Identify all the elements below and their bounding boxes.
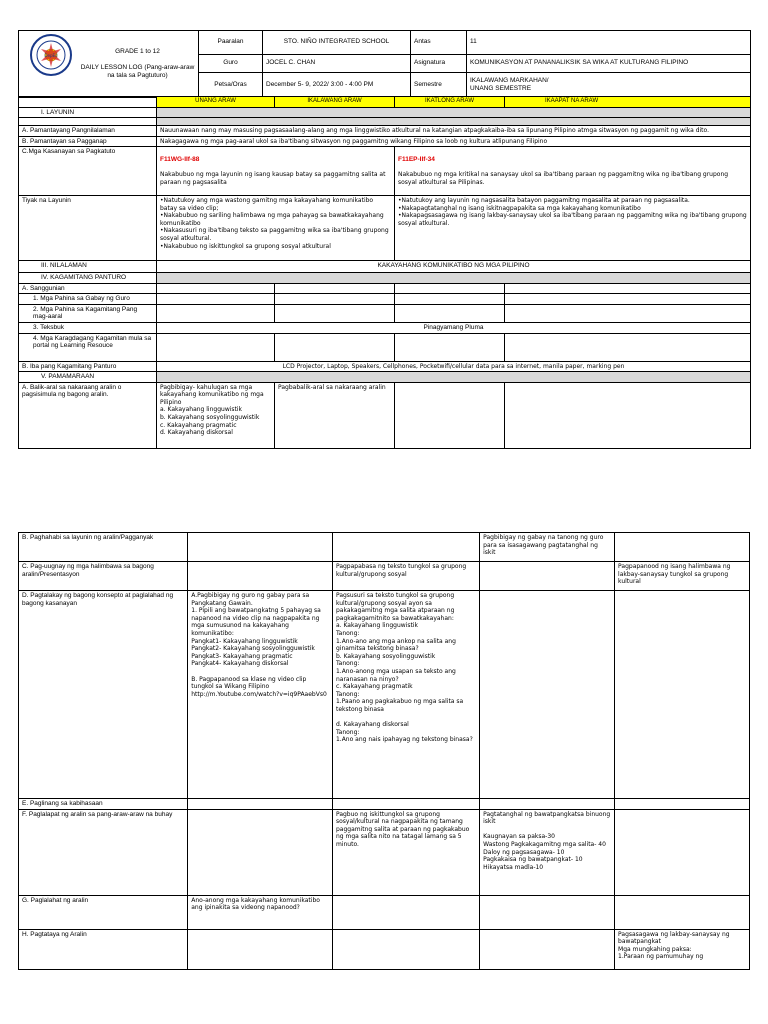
asignatura-label: Asignatura (411, 54, 467, 72)
tiyak-layunin-text-1: •Natutukoy ang mga wastong gamitng mga kakayahang komunikatibo batay sa video clip; •Nakabubuo ng sariling halimbawa ng mga pahayag sa bawatkakayahang komunikatibo •Nakasusuri ng iba'tibang teksto sa paggamitng wika sa iba'tibang grupong sosyal atkultural. •Nakabubuo ng iskittungkol sa grupong sosyal atkultural (157, 195, 395, 260)
paglinang-label: E. Paglinang sa kabihasaan (19, 799, 188, 810)
competency-code-2: F11EP-IIf-34 (398, 155, 435, 163)
day-2-header: IKALAWANG ARAW (275, 97, 395, 108)
sanggunian-label: A. Sanggunian (19, 283, 157, 294)
competency-text-2: Nakabubuo ng mga kritikal na sanaysay ukol sa iba'tibang paraan ng paggamitng wika ng iba'tibang grupong sosyal atkultural sa Pilipinas. (398, 171, 729, 186)
grade-line: GRADE 1 to 12 (115, 48, 160, 55)
semestre-value: IKALAWANG MARKAHAN/ UNANG SEMESTRE (467, 73, 751, 98)
gabay-guro-label: 1. Mga Pahina sa Gabay ng Guro (19, 294, 157, 305)
kagamitang-panturo-label: IV. KAGAMITANG PANTURO (19, 272, 157, 283)
lesson-table-2 (18, 532, 750, 970)
day-4-header: IKAAPAT NA ARAW (505, 97, 751, 108)
day-3-header: IKATLONG ARAW (395, 97, 505, 108)
paglalapat-day-3: Pagtatanghal ng bawatpangkatsa binuong iskit Kaugnayan sa paksa-30 Wastong Pagkakagamitng mga salita- 40 Daloy ng pagsasagawa- 10 Pagkakaisa ng bawatpangkat- 10 Hikayatsa madla-10 (480, 809, 615, 895)
teksbuk-label: 3. Teksbuk (19, 322, 157, 333)
iba-pang-kagamitan-label: B. Iba pang Kagamitang Panturo (19, 361, 157, 372)
tiyak-layunin-text-2: •Natutukoy ang layunin ng nagsasalita batayon paggamitng mgasalita at paraan ng pagsasalita. •Nakapagtatanghal ng isang iskitnagpapakita sa mga kakayahang komunikatibo •Nakapagsasagawa ng isang lakbay-sanaysay ukol sa iba'tibang paraan ng paggamitng wika ng iba'tibang grupong sosyal atkultural. (395, 195, 751, 260)
grade-block (19, 31, 199, 98)
teksbuk-value: Pinagyamang Pluma (157, 322, 751, 333)
antas-label: Antas (411, 31, 467, 55)
pamantayang-pangnilalaman-text: Nauunawaan nang may masusing pagsasaalang-alang ang mga linggwistiko atkultural na katangian atpagkakaiba-iba sa lipunang Pilipino atmga sitwasyon ng paggamit ng wika dito. (157, 126, 751, 137)
kasanayan-label: C.Mga Kasanayan sa Pagkatuto (19, 147, 157, 196)
lesson-table-1 (18, 96, 751, 449)
paglalapat-day-2: Pagbuo ng iskittungkol sa grupong sosyal/kultural na nagpapakita ng tamang paggamitng salita at paraan ng pagkakabuo ng mga salita nito na tatagal lamang sa 5 minuto. (332, 809, 479, 895)
pag-uugnay-day-4: Pagpapanood ng isang halimbawa ng lakbay-sanaysay tungkol sa grupong kultural (615, 562, 750, 591)
header-table (18, 30, 751, 98)
semestre-label: Semestre (411, 73, 467, 98)
petsa-value: December 5- 9, 2022/ 3:00 - 4:00 PM (263, 73, 411, 98)
balik-aral-label: A. Balik-aral sa nakaraang aralin o pagsisimula ng bagong aralin. (19, 382, 157, 448)
pagtalakay-day-1: A.Pagbibigay ng guro ng gabay para sa Pangkatang Gawain. 1. Pipili ang bawatpangkatng 5 pahayag sa napanood na video clip na nagpapakita ng mga sumusunod na kakayahang komunikatibo: Pangkat1- Kakayahang lingguwistik Pangkat2- Kakayahang sosyolingguwistik Pangkat3- Kakayahang pragmatic Pangkat4- Kakayahang diskorsal B. Pagpapanood sa klase ng video clip tungkol sa Wikang Filipino http://m.Youtube.com/watch?v=iq9PAaebVs0 (188, 591, 333, 799)
log-title: DAILY LESSON LOG (Pang-araw-araw na tala sa Pagtuturo) (80, 64, 195, 79)
svg-text:DepEd: DepEd (44, 53, 58, 58)
nilalaman-label: III. NILALAMAN (19, 260, 157, 272)
competency-text-1: Nakabubuo ng mga layunin ng isang kausap batay sa paggamitng salita at paraan ng pagsasalita (160, 171, 386, 186)
pamamaraan-label: V. PAMAMARAAN (19, 372, 157, 383)
iba-pang-kagamitan-text: LCD Projector, Laptop, Speakers, Cellphones, Pocketwifi/cellular data para sa internet, manila paper, marking pen (157, 361, 751, 372)
competency-code-1: F11WG-IIf-88 (160, 155, 200, 163)
paglalahat-day-1: Ano-anong mga kakayahang komunikatibo ang ipinakita sa videong napanood? (188, 895, 333, 929)
pagtalakay-day-2: Pagsusuri sa teksto tungkol sa grupong kultural/grupong sosyal ayon sa pakakagamitng mga salita atparaan ng pagkakagamitnito sa bawatkakayahan: a. Kakayahang lingguwistik Tanong: 1.Ano-ano ang mga ankop na salita ang ginamitsa tekstong binasa? b. Kakayahang sosyolingguwistik Tanong: 1.Ano-anong mga usapan sa teksto ang naranasan na ninyo? c. Kakayahang pragmatik Tanong: 1.Paano ang pagkakabuo ng mga salita sa tekstong binasa d. Kakayahang diskorsal Tanong: 1.Ano ang nais ipahayag ng tekstong binasa? (332, 591, 479, 799)
pagtataya-label: H. Pagtataya ng Aralin (19, 929, 188, 969)
pagtalakay-label: D. Pagtalakay ng bagong konsepto at paglalahad ng bagong kasanayan (19, 591, 188, 799)
paglalahat-label: G. Paglalahat ng aralin (19, 895, 188, 929)
paghahabi-label: B. Paghahabi sa layunin ng aralin/Pagganyak (19, 533, 188, 562)
antas-value: 11 (467, 31, 751, 55)
layunin-heading: I. LAYUNIN (19, 107, 157, 118)
asignatura-value: KOMUNIKASYON AT PANANALIKSIK SA WIKA AT KULTURANG FILIPINO (467, 54, 751, 72)
guro-label: Guro (199, 54, 263, 72)
balik-aral-day-1: Pagbibigay- kahulugan sa mga kakayahang komunikatibo ng mga Pilipino a. Kakayahang lingguwistik b. Kakayahang sosyolingguwistik c. Kakayahang pragmatic d. Kakayahang diskorsal (157, 382, 275, 448)
pagtataya-day-4: Pagsasagawa ng lakbay-sanaysay ng bawatpangkat Mga mungkahing paksa: 1.Paraan ng pamumuhay ng (615, 929, 750, 969)
paghahabi-day-3: Pagbibigay ng gabay na tanong ng guro para sa isasagawang pagtatanghal ng iskit (480, 533, 615, 562)
day-1-header: UNANG ARAW (157, 97, 275, 108)
tiyak-layunin-label: Tiyak na Layunin (19, 195, 157, 260)
nilalaman-text: KAKAYAHANG KOMUNIKATIBO NG MGA PILIPINO (157, 260, 751, 272)
pamantayang-pangnilalaman-label: A. Pamantayang Pangnilalaman (19, 126, 157, 137)
paaralan-label: Paaralan (199, 31, 263, 55)
paaralan-value: STO. NIÑO INTEGRATED SCHOOL (263, 31, 411, 55)
petsa-label: Petsa/Oras (199, 73, 263, 98)
pamantayan-pagganap-text: Nakagagawa ng mga pag-aaral ukol sa iba'tibang sitwasyon ng paggamitng wikang Filipino sa loob ng kultura atlipunang Filipino (157, 136, 751, 147)
pag-uugnay-label: C. Pag-uugnay ng mga halimbawa sa bagong aralin/Presentasyon (19, 562, 188, 591)
karagdagang-kagamitan-label: 4. Mga Karagdagang Kagamitan mula sa portal ng Learning Resouce (19, 333, 157, 361)
pamantayan-pagganap-label: B. Pamantayan sa Pagganap (19, 136, 157, 147)
guro-value: JOCEL C. CHAN (263, 54, 411, 72)
pag-uugnay-day-2: Pagpapabasa ng teksto tungkol sa grupong kultural/grupong sosyal (332, 562, 479, 591)
balik-aral-day-2: Pagbabalik-aral sa nakaraang aralin (275, 382, 395, 448)
kagamitang-mag-aaral-label: 2. Mga Pahina sa Kagamitang Pang mag-aaral (19, 304, 157, 322)
paglalapat-label: F. Paglalapat ng aralin sa pang-araw-araw na buhay (19, 809, 188, 895)
